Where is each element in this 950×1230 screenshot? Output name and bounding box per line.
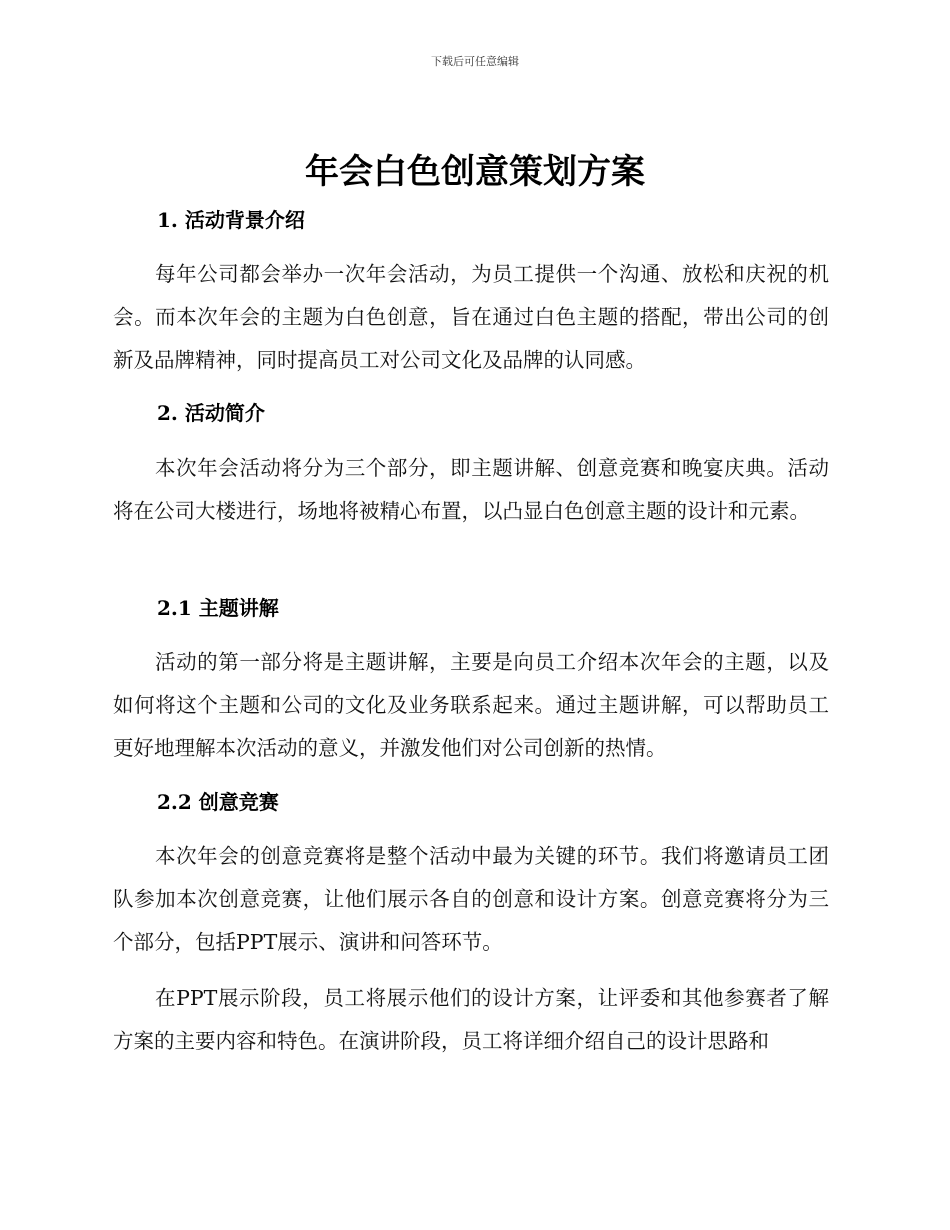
section-heading-creative-contest: 2.2 创意竞赛: [157, 790, 279, 814]
section-heading-theme-talk: 2.1 主题讲解: [157, 596, 279, 620]
section-heading-overview: 2. 活动简介: [157, 401, 265, 425]
page-header-note: 下载后可任意编辑: [431, 55, 519, 68]
section-heading-background: 1. 活动背景介绍: [157, 208, 305, 232]
section-paragraph-ppt-stage: 在PPT展示阶段，员工将展示他们的设计方案，让评委和其他参赛者了解方案的主要内容和特色。在演讲阶段，员工将详细介绍自己的设计思路和: [113, 986, 829, 1053]
section-paragraph-background: 每年公司都会举办一次年会活动，为员工提供一个沟通、放松和庆祝的机会。而本次年会的主题为白色创意，旨在通过白色主题的搭配，带出公司的创新及品牌精神，同时提高员工对公司文化及品牌的认同感。: [113, 262, 829, 372]
section-paragraph-theme-talk: 活动的第一部分将是主题讲解，主要是向员工介绍本次年会的主题，以及如何将这个主题和公司的文化及业务联系起来。通过主题讲解，可以帮助员工更好地理解本次活动的意义，并激发他们对公司创新的热情。: [113, 650, 829, 760]
section-paragraph-creative-contest: 本次年会的创意竞赛将是整个活动中最为关键的环节。我们将邀请员工团队参加本次创意竞赛，让他们展示各自的创意和设计方案。创意竞赛将分为三个部分，包括PPT展示、演讲和问答环节。: [113, 844, 829, 954]
document-title: 年会白色创意策划方案: [305, 152, 645, 192]
section-paragraph-overview: 本次年会活动将分为三个部分，即主题讲解、创意竞赛和晚宴庆典。活动将在公司大楼进行，场地将被精心布置，以凸显白色创意主题的设计和元素。: [113, 456, 829, 523]
